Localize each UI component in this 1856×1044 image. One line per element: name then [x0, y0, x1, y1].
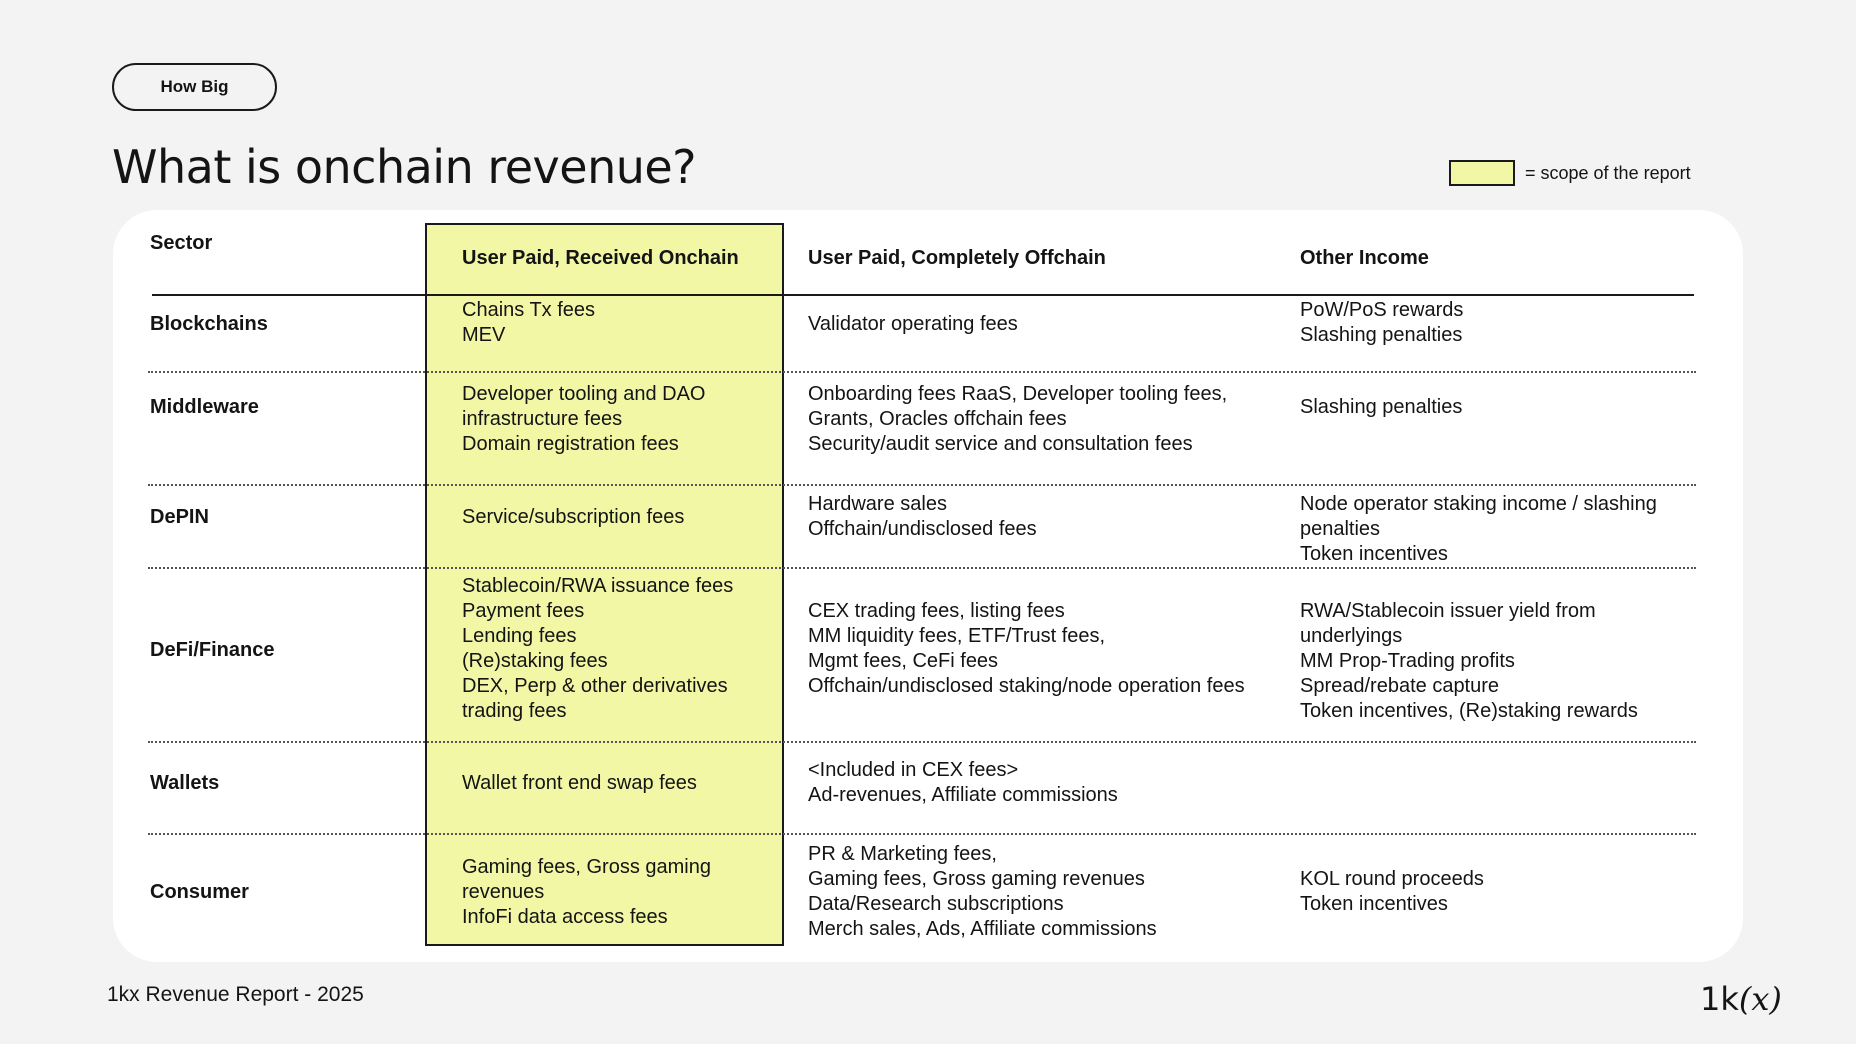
- onchain-cell: Stablecoin/RWA issuance fees Payment fees Lending fees (Re)staking fees DEX, Perp & other derivatives trading fees: [462, 575, 734, 722]
- offchain-cell: Hardware sales Offchain/undisclosed fees: [808, 493, 1037, 540]
- footer-report-label: 1kx Revenue Report - 2025: [107, 983, 364, 1006]
- sector-label: DePIN: [150, 506, 209, 528]
- page-title: What is onchain revenue?: [112, 140, 697, 194]
- column-header-offchain: User Paid, Completely Offchain: [808, 247, 1106, 269]
- onchain-cell: Service/subscription fees: [462, 506, 685, 528]
- sector-label: Middleware: [150, 396, 259, 418]
- offchain-cell: CEX trading fees, listing fees MM liquidity fees, ETF/Trust fees, Mgmt fees, CeFi fees Offchain/undisclosed staking/node operation fees: [808, 600, 1245, 697]
- column-header-onchain: User Paid, Received Onchain: [462, 247, 739, 269]
- row-divider: [148, 833, 1696, 835]
- onchain-cell: Developer tooling and DAO infrastructure fees Domain registration fees: [462, 383, 706, 455]
- row-divider: [148, 371, 1696, 373]
- offchain-cell: PR & Marketing fees, Gaming fees, Gross gaming revenues Data/Research subscriptions Merch sales, Ads, Affiliate commissions: [808, 843, 1157, 940]
- brand-logo: 1k(x): [1700, 980, 1782, 1018]
- onchain-cell: Chains Tx fees MEV: [462, 299, 596, 346]
- other-income-cell: KOL round proceeds Token incentives: [1300, 868, 1484, 915]
- other-income-cell: RWA/Stablecoin issuer yield from underlyings MM Prop-Trading profits Spread/rebate capture Token incentives, (Re)staking rewards: [1300, 600, 1638, 722]
- sector-label: Wallets: [150, 772, 220, 794]
- onchain-cell: Gaming fees, Gross gaming revenues InfoFi data access fees: [462, 856, 711, 928]
- offchain-cell: Onboarding fees RaaS, Developer tooling fees, Grants, Oracles offchain fees Security/audit service and consultation fees: [808, 383, 1228, 455]
- sector-label: DeFi/Finance: [150, 639, 275, 661]
- other-income-cell: PoW/PoS rewards Slashing penalties: [1300, 299, 1464, 346]
- onchain-cell: Wallet front end swap fees: [462, 772, 697, 794]
- column-header-other: Other Income: [1300, 247, 1429, 269]
- section-tag: How Big: [112, 63, 277, 111]
- sector-label: Blockchains: [150, 313, 268, 335]
- header-divider: [152, 294, 1694, 296]
- other-income-cell: Node operator staking income / slashing penalties Token incentives: [1300, 493, 1657, 565]
- legend: [1449, 160, 1691, 186]
- other-income-cell: Slashing penalties: [1300, 396, 1463, 418]
- offchain-cell: <Included in CEX fees> Ad-revenues, Affiliate commissions: [808, 759, 1118, 806]
- row-divider: [148, 567, 1696, 569]
- legend-label: = scope of the report: [1525, 162, 1691, 183]
- row-divider: [148, 741, 1696, 743]
- row-divider: [148, 484, 1696, 486]
- sector-label: Consumer: [150, 881, 249, 903]
- offchain-cell: Validator operating fees: [808, 313, 1018, 335]
- column-header-sector: Sector: [150, 232, 213, 254]
- legend-swatch: [1449, 160, 1515, 186]
